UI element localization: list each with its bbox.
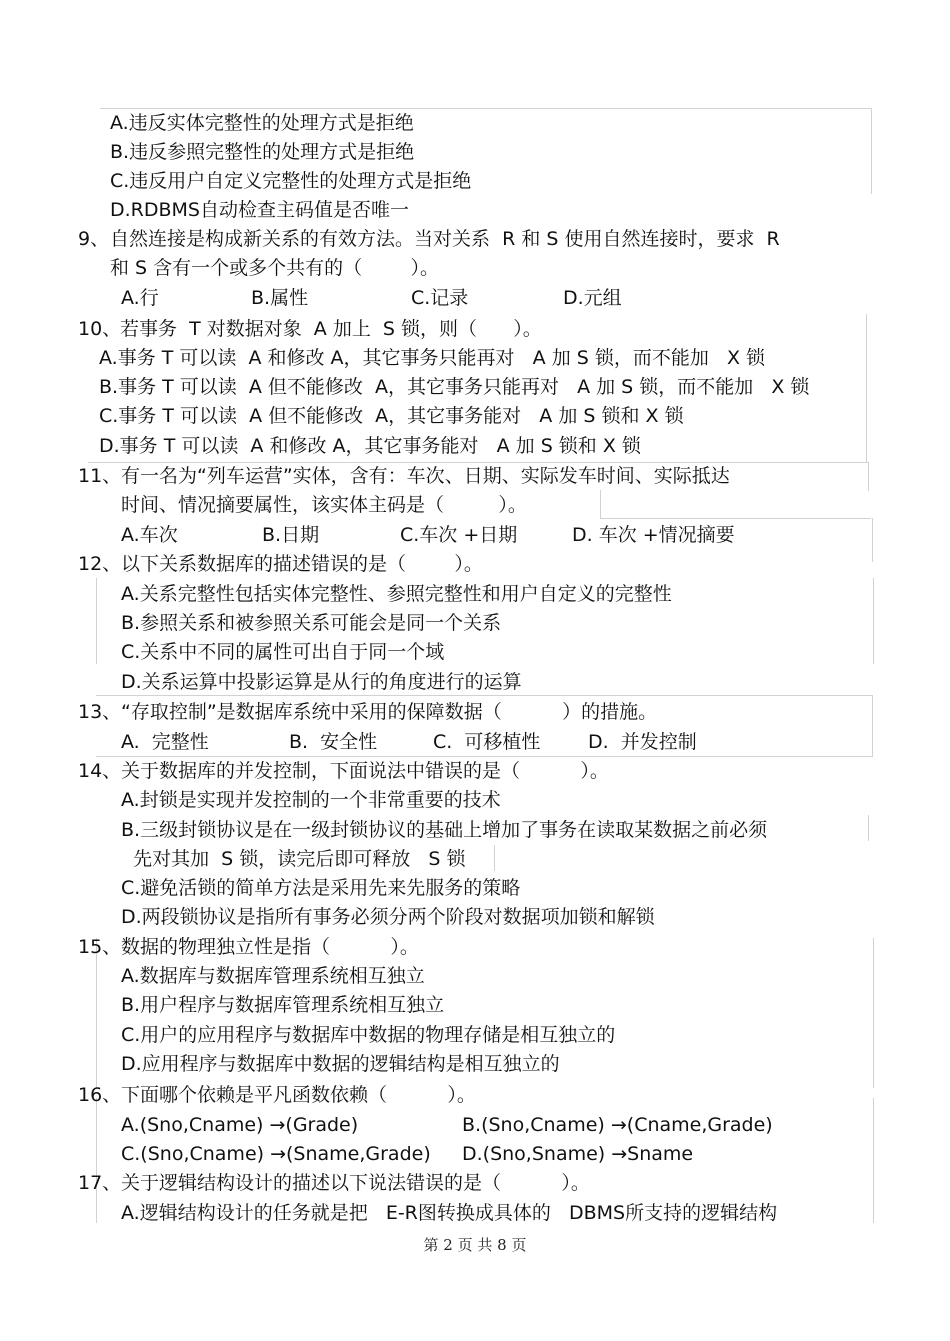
option-d: D.应用程序与数据库中数据的逻辑结构是相互独立的 xyxy=(121,1053,560,1075)
option-d: D.事务 T 可以读 A 和修改 A，其它事务能对 A 加 S 锁和 X 锁 xyxy=(99,435,641,457)
scan-frame xyxy=(600,490,871,519)
question-number: 14、 xyxy=(78,760,122,782)
option-a: A.(Sno,Cname) →(Grade) xyxy=(121,1114,359,1136)
question-stem: 下面哪个依赖是平凡函数依赖（ ）。 xyxy=(121,1084,476,1106)
option-d: D. 并发控制 xyxy=(588,731,697,753)
option-b: B. 安全性 xyxy=(289,731,378,753)
option-b: B.日期 xyxy=(262,524,320,546)
option-b: B.属性 xyxy=(251,287,309,309)
option-c: C.记录 xyxy=(411,287,469,309)
question-stem: 若事务 T 对数据对象 A 加上 S 锁，则（ ）。 xyxy=(120,318,542,340)
page-number-footer: 第 2 页 共 8 页 xyxy=(423,1236,527,1254)
option-b: B.三级封锁协议是在一级封锁协议的基础上增加了事务在读取某数据之前必须 xyxy=(121,819,768,841)
question-stem: 自然连接是构成新关系的有效方法。当对关系 R 和 S 使用自然连接时，要求 R xyxy=(110,228,780,250)
question-number: 17、 xyxy=(78,1172,122,1194)
option-a: A.事务 T 可以读 A 和修改 A，其它事务只能再对 A 加 S 锁，而不能加 X 锁 xyxy=(99,347,766,369)
option-a: A.逻辑结构设计的任务就是把 E-R图转换成具体的 DBMS所支持的逻辑结构 xyxy=(121,1202,778,1224)
question-number: 16、 xyxy=(78,1084,122,1106)
question-stem: 以下关系数据库的描述错误的是（ ）。 xyxy=(121,553,483,575)
option-a: A.数据库与数据库管理系统相互独立 xyxy=(121,965,425,987)
question-number: 15、 xyxy=(78,936,122,958)
option-c: C.关系中不同的属性可出自于同一个域 xyxy=(121,641,445,663)
option-b-continued: 先对其加 S 锁，读完后即可释放 S 锁 xyxy=(121,848,466,870)
question-stem: 时间、情况摘要属性，该实体主码是（ ）。 xyxy=(121,494,527,516)
question-number: 13、 xyxy=(78,701,122,723)
option-c: C.事务 T 可以读 A 但不能修改 A，其它事务能对 A 加 S 锁和 X 锁 xyxy=(99,405,684,427)
option-c: C.用户的应用程序与数据库中数据的物理存储是相互独立的 xyxy=(121,1024,616,1046)
question-number: 10、 xyxy=(78,318,122,340)
option-d: D.关系运算中投影运算是从行的角度进行的运算 xyxy=(121,671,522,693)
option-c: C.(Sno,Cname) →(Sname,Grade) xyxy=(121,1143,431,1165)
question-stem: 关于逻辑结构设计的描述以下说法错误的是（ ）。 xyxy=(121,1172,590,1194)
option-b: B.违反参照完整性的处理方式是拒绝 xyxy=(110,141,415,163)
option-a: A. 完整性 xyxy=(121,731,209,753)
option-a: A.关系完整性包括实体完整性、参照完整性和用户自定义的完整性 xyxy=(121,583,672,605)
option-d: D.元组 xyxy=(563,287,622,309)
option-c: C.车次 +日期 xyxy=(400,524,518,546)
option-d: D.(Sno,Sname) →Sname xyxy=(462,1143,694,1165)
option-c: C.违反用户自定义完整性的处理方式是拒绝 xyxy=(110,170,472,192)
question-stem: 和 S 含有一个或多个共有的（ ）。 xyxy=(110,257,439,279)
option-d: D. 车次 +情况摘要 xyxy=(572,524,735,546)
question-stem: “存取控制”是数据库系统中采用的保障数据（ ）的措施。 xyxy=(121,701,658,723)
option-b: B.(Sno,Cname) →(Cname,Grade) xyxy=(462,1114,773,1136)
question-stem: 关于数据库的并发控制，下面说法中错误的是（ ）。 xyxy=(121,760,609,782)
option-d: D.两段锁协议是指所有事务必须分两个阶段对数据项加锁和解锁 xyxy=(121,906,655,928)
option-d: D.RDBMS自动检查主码值是否唯一 xyxy=(110,199,409,221)
option-c: C.避免活锁的简单方法是采用先来先服务的策略 xyxy=(121,877,521,899)
option-a: A.违反实体完整性的处理方式是拒绝 xyxy=(110,112,414,134)
option-b: B.用户程序与数据库管理系统相互独立 xyxy=(121,994,445,1016)
question-stem: 有一名为“列车运营”实体，含有：车次、日期、实际发车时间、实际抵达 xyxy=(121,465,730,487)
option-b: B.参照关系和被参照关系可能会是同一个关系 xyxy=(121,612,502,634)
option-b: B.事务 T 可以读 A 但不能修改 A，其它事务只能再对 A 加 S 锁，而不能加 X 锁 xyxy=(99,376,810,398)
option-a: A.行 xyxy=(121,287,159,309)
question-number: 12、 xyxy=(78,553,122,575)
option-a: A.封锁是实现并发控制的一个非常重要的技术 xyxy=(121,789,501,811)
option-a: A.车次 xyxy=(121,524,178,546)
question-number: 9、 xyxy=(78,228,110,250)
question-number: 11、 xyxy=(78,465,122,487)
option-c: C. 可移植性 xyxy=(433,731,541,753)
question-stem: 数据的物理独立性是指（ ）。 xyxy=(121,936,419,958)
